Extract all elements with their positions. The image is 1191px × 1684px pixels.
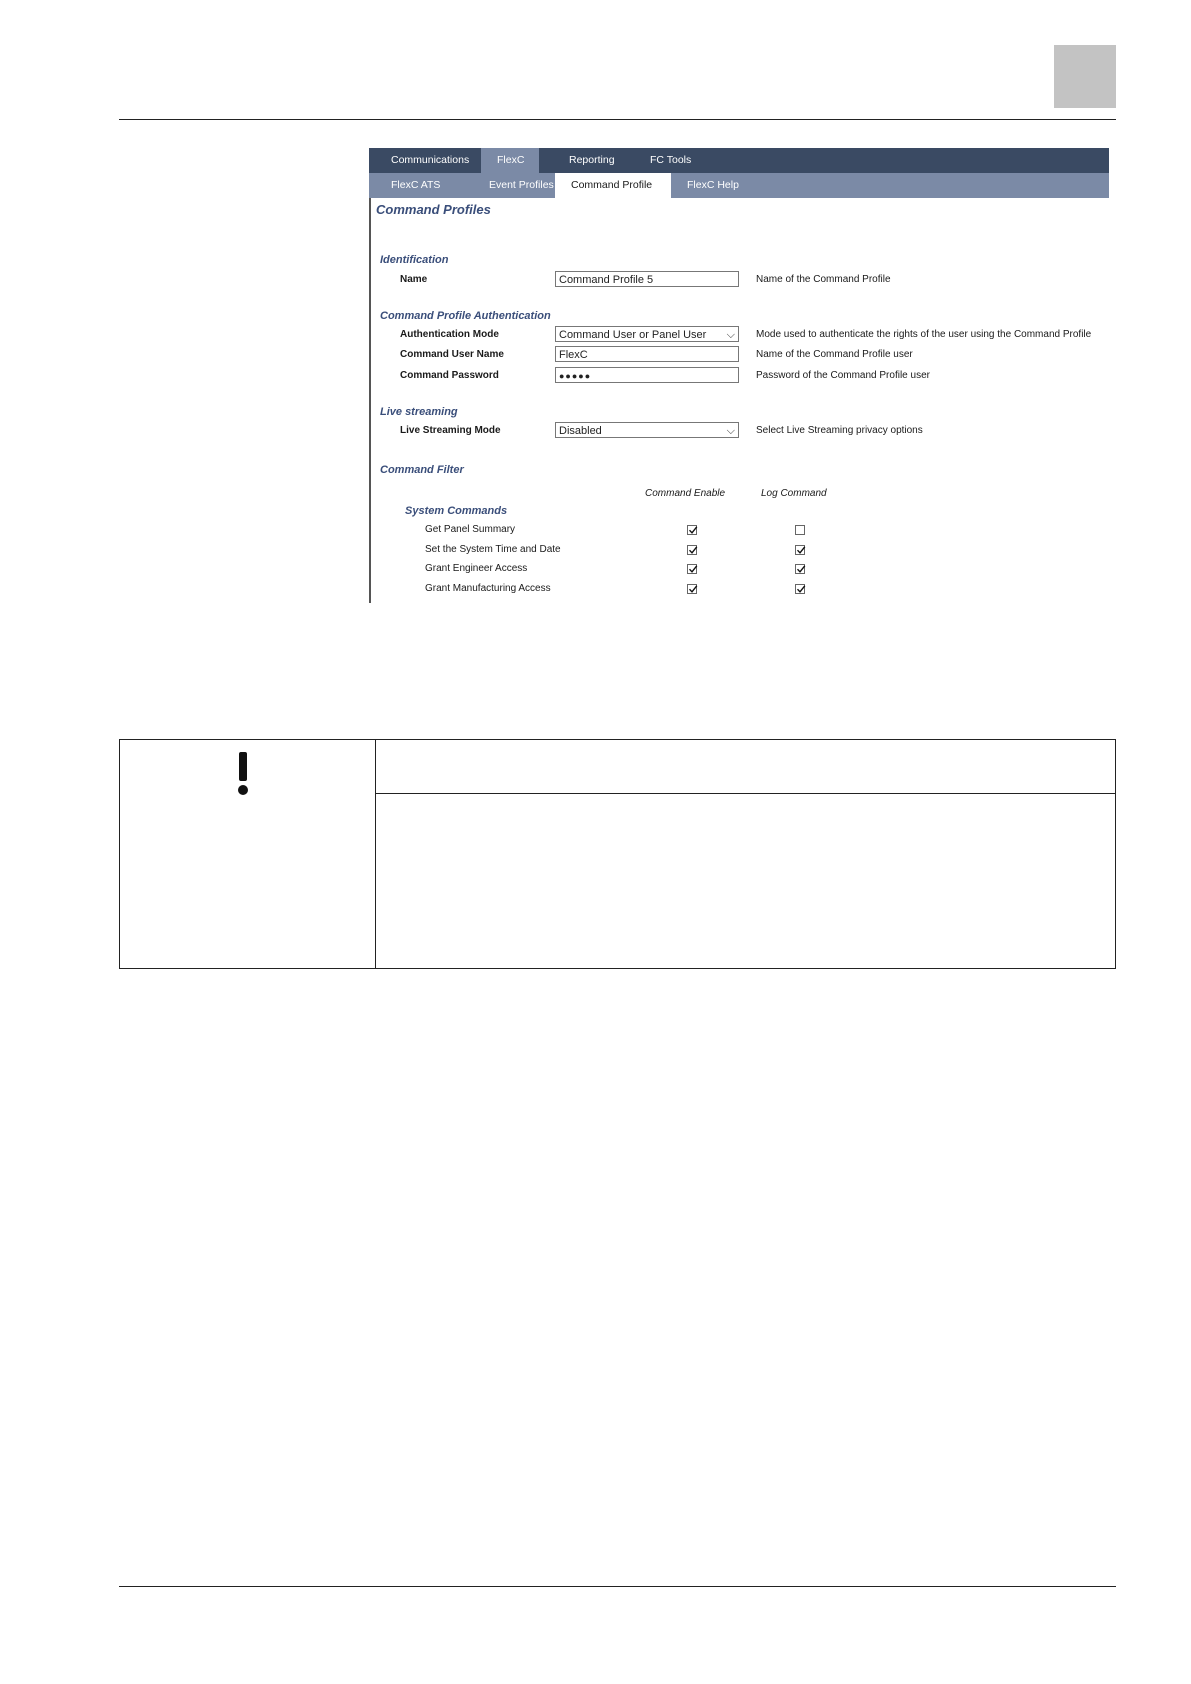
command-user-name-input[interactable]: FlexC — [555, 346, 739, 362]
tab-reporting[interactable]: Reporting — [569, 154, 615, 166]
name-description: Name of the Command Profile — [756, 274, 891, 285]
live-streaming-mode-select[interactable] — [555, 422, 739, 438]
exclamation-icon — [235, 752, 251, 796]
tab-communications[interactable]: Communications — [391, 154, 470, 166]
note-box — [119, 739, 1116, 969]
live-streaming-heading: Live streaming — [380, 406, 458, 418]
command-user-name-description: Name of the Command Profile user — [756, 349, 913, 360]
command-enable-checkbox[interactable] — [687, 584, 697, 594]
chevron-down-icon: ⌵ — [726, 329, 735, 341]
live-streaming-mode-description: Select Live Streaming privacy options — [756, 425, 923, 436]
live-streaming-mode-label: Live Streaming Mode — [400, 425, 501, 436]
command-row-label: Grant Engineer Access — [425, 563, 528, 574]
command-enable-checkbox[interactable] — [687, 564, 697, 574]
authentication-mode-value: Command User or Panel User — [559, 329, 707, 341]
command-user-name-label: Command User Name — [400, 349, 504, 360]
log-command-checkbox[interactable] — [795, 545, 805, 555]
command-row-label: Set the System Time and Date — [425, 543, 561, 555]
note-row-divider — [375, 793, 1115, 794]
footer-rule — [119, 1586, 1116, 1587]
primary-tab-bar — [369, 148, 1109, 173]
log-command-checkbox[interactable] — [795, 564, 805, 574]
tab-flexc-ats[interactable]: FlexC ATS — [391, 179, 441, 191]
chevron-down-icon: ⌵ — [726, 425, 735, 437]
authentication-mode-label: Authentication Mode — [400, 329, 499, 340]
panel-left-border — [369, 198, 371, 603]
command-enable-checkbox[interactable] — [687, 545, 697, 555]
command-password-input[interactable]: ●●●●● — [555, 367, 739, 383]
tab-fc-tools[interactable]: FC Tools — [650, 154, 692, 166]
authentication-mode-description: Mode used to authenticate the rights of the user using the Command Profile — [756, 329, 1092, 340]
command-profile-screenshot — [369, 148, 1109, 603]
name-input[interactable]: Command Profile 5 — [555, 271, 739, 287]
tab-command-profile[interactable]: Command Profile — [555, 173, 671, 198]
system-commands-heading: System Commands — [405, 505, 508, 517]
tab-event-profiles[interactable]: Event Profiles — [489, 179, 554, 191]
secondary-tab-bar — [369, 173, 1109, 198]
log-command-checkbox[interactable] — [795, 584, 805, 594]
page-corner-marker — [1054, 45, 1116, 108]
authentication-mode-select[interactable] — [555, 326, 739, 342]
note-column-divider — [375, 740, 376, 968]
tab-flexc-help[interactable]: FlexC Help — [687, 179, 739, 191]
command-password-label: Command Password — [400, 370, 499, 381]
command-row-label: Grant Manufacturing Access — [425, 582, 551, 594]
tab-flexc[interactable]: FlexC — [481, 148, 539, 173]
command-row-label: Get Panel Summary — [425, 524, 516, 535]
log-command-checkbox[interactable] — [795, 525, 805, 535]
command-enable-checkbox[interactable] — [687, 525, 697, 535]
live-streaming-mode-value: Disabled — [559, 425, 602, 437]
authentication-heading: Command Profile Authentication — [380, 310, 551, 322]
command-password-description: Password of the Command Profile user — [756, 370, 930, 381]
page-title: Command Profiles — [376, 202, 491, 217]
command-enable-column-header: Command Enable — [645, 488, 726, 499]
name-label: Name — [400, 274, 428, 285]
identification-heading: Identification — [380, 254, 449, 266]
header-rule — [119, 119, 1116, 120]
command-filter-heading: Command Filter — [380, 464, 464, 476]
log-command-column-header: Log Command — [761, 488, 827, 499]
